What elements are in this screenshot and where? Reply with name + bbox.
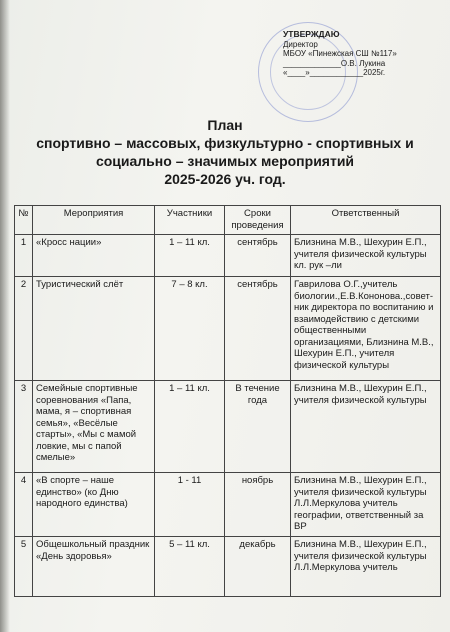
page-edge-shadow xyxy=(0,0,10,632)
row-dates: декабрь xyxy=(225,537,291,597)
row-participants: 1 - 11 xyxy=(155,473,225,537)
approval-block xyxy=(283,30,443,78)
events-table xyxy=(14,205,441,597)
row-event: Общешкольный праздник «День здоровья» xyxy=(33,537,155,597)
row-participants: 7 – 8 кл. xyxy=(155,277,225,381)
table-row xyxy=(15,381,441,473)
row-number: 2 xyxy=(15,277,33,381)
row-dates: ноябрь xyxy=(225,473,291,537)
column-header-responsible: Ответственный xyxy=(291,206,441,235)
row-event: «Кросс нации» xyxy=(33,235,155,277)
row-number: 1 xyxy=(15,235,33,277)
row-participants: 1 – 11 кл. xyxy=(155,235,225,277)
row-responsible: Близнина М.В., Шехурин Е.П., учителя физической культуры Л.Л.Меркулова учитель географии, ответственный за ВР xyxy=(291,473,441,537)
column-header-participants: Участники xyxy=(155,206,225,235)
row-responsible: Близнина М.В., Шехурин Е.П., учителя физической культуры Л.Л.Меркулова учитель xyxy=(291,537,441,597)
row-event: «В спорте – наше единство» (ко Дню народного единства) xyxy=(33,473,155,537)
row-number: 5 xyxy=(15,537,33,597)
approval-org: МБОУ «Пинежская СШ №117» xyxy=(283,49,397,58)
row-event: Туристический слёт xyxy=(33,277,155,381)
table-row xyxy=(15,235,441,277)
approval-signature: _____________О.В. Лукина xyxy=(283,58,386,68)
row-event: Семейные спортивные соревнования «Папа, мама, я – спортивная семья», «Весёлые старты», «Мы с мамой ловкие, мы с папой смелые» xyxy=(33,381,155,473)
approval-position: Директор xyxy=(283,39,318,49)
row-responsible: Близнина М.В., Шехурин Е.П., учителя физической культуры кл. рук –ли xyxy=(291,235,441,277)
table-row xyxy=(15,473,441,537)
heading-plan: План xyxy=(207,117,243,133)
heading-line-2: спортивно – массовых, физкультурно - спортивных и xyxy=(36,135,414,151)
row-responsible: Гаврилова О.Г.,учитель биологии.,Е.В.Кононова.,совет-ник директора по воспитанию и взаимодействию с детскими общественными организациями, Близнина М.В., Шехурин Е.П., учителя физической культуры xyxy=(291,277,441,381)
heading-line-3: социально – значимых мероприятий xyxy=(95,153,355,169)
column-header-dates: Сроки проведения xyxy=(225,206,291,235)
table-row xyxy=(15,537,441,597)
approval-title: УТВЕРЖДАЮ xyxy=(283,29,340,39)
row-responsible: Близнина М.В., Шехурин Е.П., учителя физической культуры xyxy=(291,381,441,473)
table-header-row xyxy=(15,206,441,235)
row-participants: 1 – 11 кл. xyxy=(155,381,225,473)
heading-year: 2025-2026 уч. год. xyxy=(164,171,286,187)
column-header-event: Мероприятия xyxy=(33,206,155,235)
column-header-number: № xyxy=(15,206,33,235)
row-number: 3 xyxy=(15,381,33,473)
table-row xyxy=(15,277,441,381)
row-number: 4 xyxy=(15,473,33,537)
row-participants: 5 – 11 кл. xyxy=(155,537,225,597)
row-dates: В течение года xyxy=(225,381,291,473)
approval-date: «____»____________2025г. xyxy=(283,68,386,77)
row-dates: сентябрь xyxy=(225,277,291,381)
row-dates: сентябрь xyxy=(225,235,291,277)
